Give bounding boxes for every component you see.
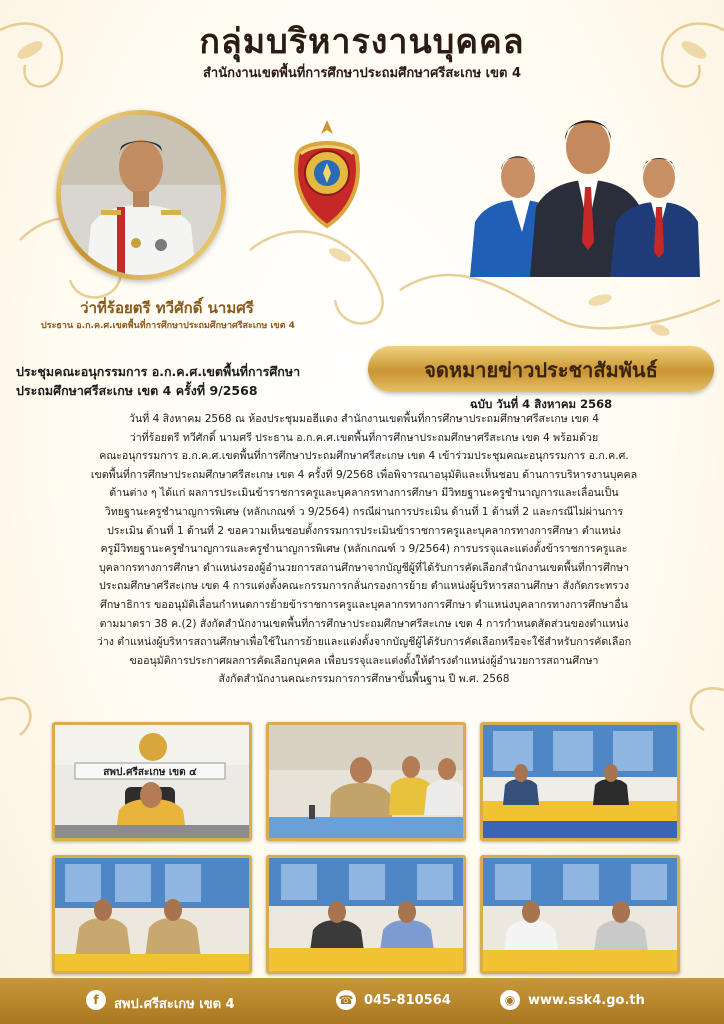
phone-icon: ☎ [336, 990, 356, 1010]
body-line: สังกัดสำนักงานคณะกรรมการการศึกษาขั้นพื้นฐาน ปี พ.ศ. 2568 [218, 673, 510, 686]
officials-group-photo [470, 92, 700, 277]
body-line: ตามมาตรา 38 ค.(2) สังกัดสำนักงานเขตพื้นที่การศึกษาประถมศึกษาศรีสะเกษ เขต 4 การกำหนดสัดส่วนของตำแหน่ง [99, 617, 629, 630]
footer-website[interactable]: www.ssk4.go.th [528, 993, 645, 1008]
footer-bar [0, 978, 724, 1024]
article-body [34, 410, 694, 689]
body-line: บุคลากรทางการศึกษา ตำแหน่งรองผู้อำนวยการสถานศึกษาจากบัญชีผู้ที่ได้รับการคัดเลือกสำนักงานเขตพื้นที่การศึกษา [98, 561, 630, 574]
footer-phone[interactable]: 045-810564 [364, 993, 451, 1008]
meeting-title-line-1: ประชุมคณะอนุกรรมการ อ.ก.ค.ศ.เขตพื้นที่การศึกษา [16, 364, 301, 379]
chair-portrait [61, 115, 221, 275]
chair-name: ว่าที่ร้อยตรี ทวีศักดิ์ นามศรี [80, 299, 254, 317]
meeting-photo-3 [480, 722, 680, 841]
newsletter-banner [368, 346, 714, 392]
meeting-photo-6 [480, 855, 680, 974]
meeting-photo-1 [52, 722, 252, 841]
body-line: ครูมีวิทยฐานะครูชำนาญการและครูชำนาญการพิเศษ (หลักเกณฑ์ ว 9/2564) การบรรจุและแต่งตั้งข้าราชการครูและ [100, 543, 628, 556]
meeting-photo-5 [266, 855, 466, 974]
obec-emblem-logo [287, 118, 367, 230]
meeting-title [16, 362, 356, 400]
meeting-photo-4 [52, 855, 252, 974]
chair-portrait-frame [56, 110, 226, 280]
body-line: ขออนุมัติการประกาศผลการคัดเลือกบุคคล เพื่อบรรจุและแต่งตั้งให้ดำรงตำแหน่งผู้อำนวยการสถานศึกษา [129, 654, 599, 667]
meeting-title-line-2: ประถมศึกษาศรีสะเกษ เขต 4 ครั้งที่ 9/2568 [16, 383, 258, 398]
office-sign-text: สพป.ศรีสะเกษ เขต ๔ [103, 767, 197, 778]
page-subtitle: สำนักงานเขตพื้นที่การศึกษาประถมศึกษาศรีสะเกษ เขต 4 [202, 66, 522, 81]
newsletter-banner-title: จดหมายข่าวประชาสัมพันธ์ [424, 358, 658, 382]
body-line: ศึกษาธิการ ขออนุมัติเลื่อนกำหนดการย้ายข้าราชการครูและบุคลากรทางการศึกษา ตำแหน่งบุคลากรทางการศึกษาอื่น [100, 598, 628, 611]
person-portrait-icon [61, 115, 221, 275]
body-line: ด้านต่าง ๆ ได้แก่ ผลการประเมินข้าราชการครูและบุคลากรทางการศึกษา มีวิทยฐานะครูชำนาญการและเลื่อนเป็น [109, 487, 619, 500]
body-line: ว่าที่ร้อยตรี ทวีศักดิ์ นามศรี ประธาน อ.ก.ค.ศ.เขตพื้นที่การศึกษาประถมศึกษาศรีสะเกษ เขต 4 พร้อมด้วย [129, 431, 599, 444]
body-line: ประถมศึกษาศรีสะเกษ เขต 4 การแต่งตั้งคณะกรรมการกลั่นกรองการย้าย ตำแหน่งผู้บริหารสถานศึกษา สังกัดกระทรวง [98, 580, 630, 593]
chair-role: ประธาน อ.ก.ค.ศ.เขตพื้นที่การศึกษาประถมศึกษาศรีสะเกษ เขต 4 [41, 321, 295, 331]
facebook-icon: f [86, 990, 106, 1010]
page-title: กลุ่มบริหารงานบุคคล [199, 22, 525, 62]
meeting-photo-2 [266, 722, 466, 841]
globe-icon: ◉ [500, 990, 520, 1010]
body-line: วันที่ 4 สิงหาคม 2568 ณ ห้องประชุมมอฮีแดง สำนักงานเขตพื้นที่การศึกษาประถมศึกษาศรีสะเกษ เขต 4 [129, 413, 599, 425]
body-line: วิทยฐานะครูชำนาญการพิเศษ (หลักเกณฑ์ ว 9/2564) กรณีผ่านการประเมิน ด้านที่ 1 ด้านที่ 2 และกรณีไม่ผ่านการ [104, 505, 624, 518]
issue-date: ฉบับ วันที่ 4 สิงหาคม 2568 [469, 397, 613, 411]
body-line: ว่าง ตำแหน่งผู้บริหารสถานศึกษาเพื่อใช้ในการย้ายและแต่งตั้งจากบัญชีผู้ได้รับการคัดเลือกหรือจะใช้สำหรับการคัดเลือก [96, 636, 632, 649]
body-line: เขตพื้นที่การศึกษาประถมศึกษาศรีสะเกษ เขต 4 ครั้งที่ 9/2568 เพื่อพิจารณาอนุมัติและเห็นชอบ ด้านการบริหารงานบุคคล [90, 468, 638, 481]
body-line: ประเมิน ด้านที่ 1 ด้านที่ 2 ขอความเห็นชอบตั้งกรรมการประเมินข้าราชการครูและบุคลากรทางการศึกษา ตำแหน่ง [107, 524, 621, 537]
footer-facebook[interactable]: สพป.ศรีสะเกษ เขต 4 [114, 997, 235, 1012]
body-line: คณะอนุกรรมการ อ.ก.ค.ศ.เขตพื้นที่การศึกษาประถมศึกษาศรีสะเกษ เขต 4 เข้าร่วมประชุมคณะอนุกรรมการ อ.ก.ค.ศ. [99, 450, 629, 463]
